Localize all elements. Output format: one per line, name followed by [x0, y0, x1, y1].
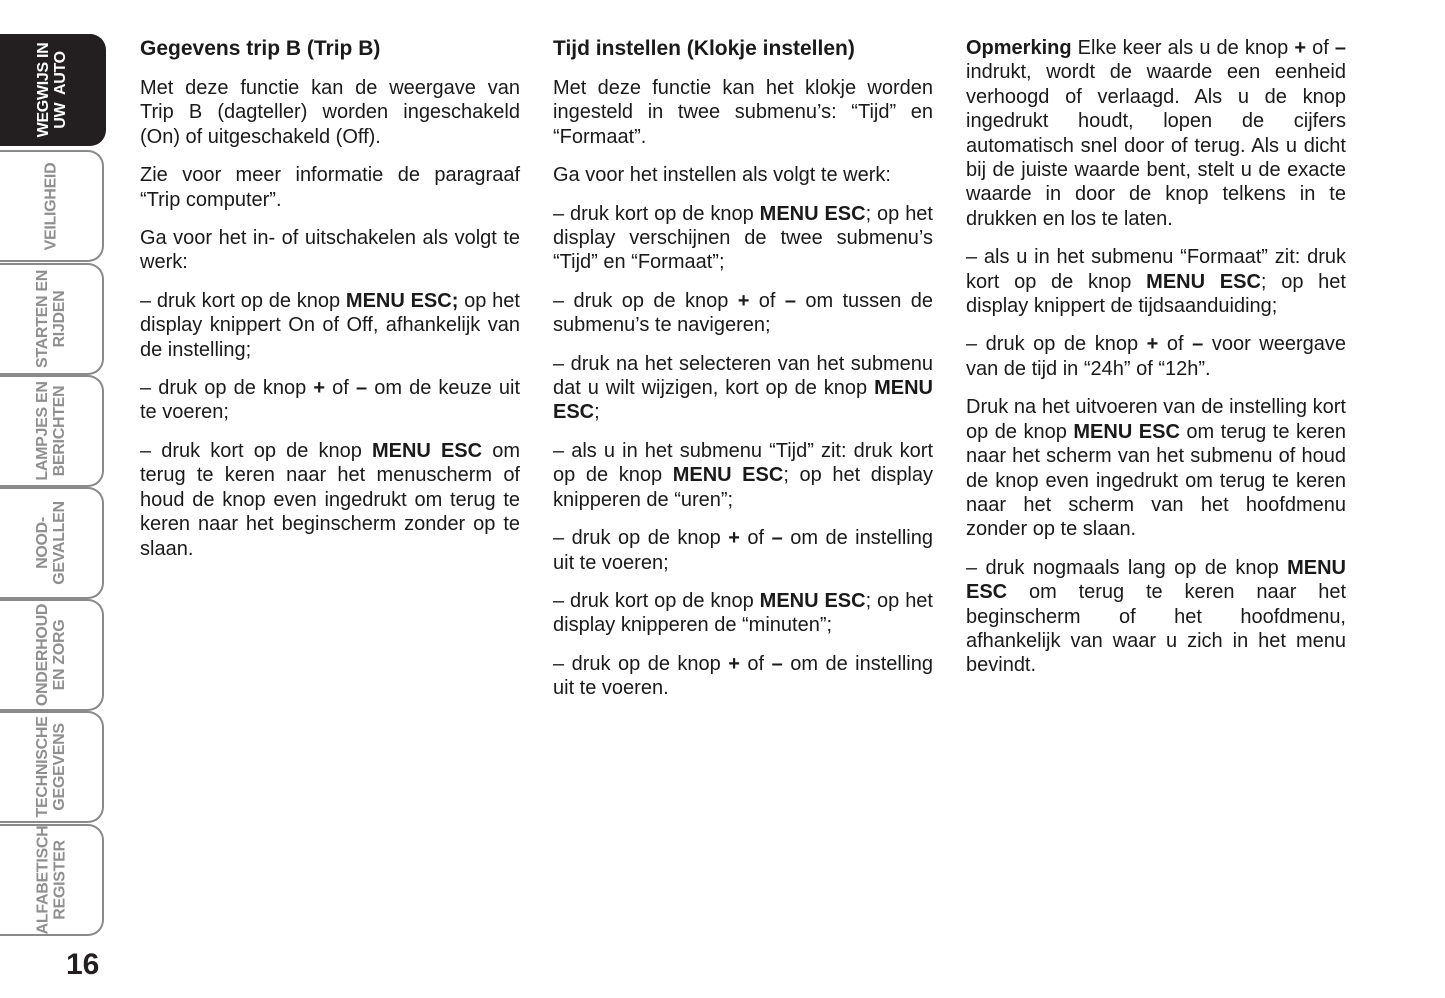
button-name-menu-esc: MENU ESC [371, 439, 483, 462]
button-name-menu-esc: MENU ESC [553, 377, 933, 424]
text: – als u in het submenu “Formaat” zit: druk kort op de knop [966, 246, 1346, 293]
text: ; op het display knipperen de “minuten”; [553, 589, 933, 637]
column-opmerking [966, 36, 1346, 692]
tab-label: NOOD- GEVALLEN [34, 501, 68, 585]
minus-symbol: – [771, 652, 783, 675]
button-name-menu-esc: MENU ESC [759, 202, 866, 225]
button-name-menu-esc: MENU ESC [759, 589, 866, 612]
button-name-menu-esc: MENU ESC [1146, 270, 1261, 293]
text: om tussen de submenu’s te navigeren; [553, 289, 934, 337]
paragraph: Ga voor het in- of uitschakelen als volgt te werk: [140, 227, 520, 274]
text: om terug te keren naar het beginscherm of het hoofdmenu, afhankelijk van waar u zich in het menu bevindt. [966, 581, 1346, 677]
tab-noodgevallen[interactable] [0, 487, 104, 599]
tab-label: LAMPJES EN BERICHTEN [34, 381, 68, 481]
instruction-step [553, 652, 933, 701]
minus-symbol: – [784, 289, 796, 312]
column-tijd-instellen [553, 36, 933, 715]
button-name-menu-esc: MENU ESC; [345, 289, 459, 312]
text: ; op het display knipperen de “uren”; [553, 464, 933, 511]
minus-symbol: – [1334, 37, 1346, 59]
text: ; op het display knippert de tijdsaanduiding; [966, 270, 1346, 318]
text: – druk nogmaals lang op de knop [966, 556, 1288, 579]
text: – druk op de knop [553, 652, 729, 675]
text: ; op het display verschijnen de twee submenu’s “Tijd” en “Formaat”; [553, 202, 933, 274]
minus-symbol: – [355, 377, 368, 400]
heading-trip-b: Gegevens trip B (Trip B) [140, 37, 381, 60]
instruction-step [966, 332, 1346, 381]
plus-symbol: + [1294, 37, 1307, 59]
text: of [749, 289, 785, 312]
plus-symbol: + [728, 652, 740, 675]
instruction-step [140, 289, 520, 362]
instruction-step [966, 556, 1346, 678]
text: ; [594, 401, 600, 424]
instruction-step [553, 202, 933, 275]
paragraph: Ga voor het instellen als volgt te werk: [553, 164, 891, 187]
instruction-step [140, 376, 520, 425]
text: – druk kort op de knop [553, 202, 760, 225]
plus-symbol: + [313, 377, 326, 400]
tab-alfabetisch-register[interactable] [0, 824, 104, 936]
tab-wegwijs-in-uw-auto[interactable] [0, 34, 106, 146]
text: – druk na het selecteren van het submenu dat u wilt wijzigen, kort op de knop [553, 352, 933, 400]
note-label: Opmerking [966, 37, 1072, 59]
tab-starten-en-rijden[interactable] [0, 263, 104, 375]
tab-label: STARTEN EN RIJDEN [34, 269, 68, 369]
text: om de instelling uit te voeren. [553, 652, 933, 700]
text: of [1306, 37, 1335, 59]
heading-tijd-instellen: Tijd instellen (Klokje instellen) [553, 37, 855, 60]
tab-label: ALFABETISCH REGISTER [34, 825, 69, 935]
button-name-menu-esc: MENU ESC [966, 556, 1346, 604]
instruction-step [553, 526, 933, 575]
instruction-step [553, 352, 933, 425]
text: – druk kort op de knop [140, 439, 372, 462]
tab-label: ONDERHOUD EN ZORG [34, 603, 69, 707]
text: om terug te keren naar het menuscherm of houd de knop even ingedrukt om terug te keren naar het beginscherm zonder op te slaan. [140, 439, 520, 560]
text: – druk kort op de knop [140, 289, 346, 312]
plus-symbol: + [1146, 333, 1159, 356]
text: – druk op de knop [553, 527, 729, 550]
column-trip-b [140, 36, 520, 575]
paragraph: Met deze functie kan de weergave van Trip B (dagteller) worden ingeschakeld (On) of uitgeschakeld (Off). [140, 77, 520, 148]
button-name-menu-esc: MENU ESC [1073, 420, 1180, 443]
text: voor weergave van de tijd in “24h” of “12h”. [966, 333, 1346, 380]
text: om terug te keren naar het scherm van het submenu of houd de knop even ingedrukt om terug te keren naar het scherm van het hoofdmenu zonder op te slaan. [966, 420, 1346, 541]
tab-label: WEGWIJS IN UW AUTO [35, 42, 69, 138]
text: Elke keer als u de knop [1071, 37, 1295, 59]
note-paragraph [966, 36, 1346, 231]
instruction-step [140, 439, 520, 561]
plus-symbol: + [737, 289, 750, 312]
minus-symbol: – [771, 527, 783, 550]
plus-symbol: + [728, 527, 740, 550]
text: of [325, 377, 356, 400]
text: of [739, 652, 772, 675]
text: – druk kort op de knop [553, 589, 760, 612]
text: – druk op de knop [140, 377, 314, 400]
text: om de keuze uit te voeren; [140, 377, 521, 424]
tab-label: VEILIGHEID [42, 162, 60, 250]
text: om de instelling uit te voeren; [553, 527, 933, 574]
text: Druk na het uitvoeren van de instelling kort op de knop [966, 396, 1346, 443]
text: – druk op de knop [553, 289, 738, 312]
text: – als u in het submenu “Tijd” zit: druk kort op de knop [553, 439, 933, 487]
instruction-step [966, 245, 1346, 318]
minus-symbol: – [1192, 333, 1204, 356]
tab-veiligheid[interactable] [0, 150, 104, 262]
tab-lampjes-en-berichten[interactable] [0, 375, 104, 487]
page-number: 16 [66, 948, 100, 981]
button-name-menu-esc: MENU ESC [672, 464, 784, 487]
paragraph: Zie voor meer informatie de paragraaf “Trip computer”. [140, 164, 520, 211]
instruction-step [553, 289, 933, 338]
text: – druk op de knop [966, 333, 1147, 356]
text: of [1158, 333, 1193, 356]
paragraph: Met deze functie kan het klokje worden ingesteld in twee submenu’s: “Tijd” en “Formaat”. [553, 77, 933, 148]
text: indrukt, wordt de waarde een eenheid verhoogd of verlaagd. Als u de knop ingedrukt houdt, lopen de cijfers automatisch snel door of terug. Als u dicht bij de juiste waarde bent, stelt u de exacte waarde in door de knop telkens in te drukken en los te laten. [966, 61, 1346, 230]
text: of [739, 527, 772, 550]
instruction-step [553, 589, 933, 638]
tab-technische-gegevens[interactable] [0, 711, 104, 823]
instruction-step [966, 395, 1346, 541]
tab-onderhoud-en-zorg[interactable] [0, 599, 104, 711]
text: op het display knippert On of Off, afhankelijk van de instelling; [140, 289, 520, 361]
tab-label: TECHNISCHE GEGEVENS [34, 716, 68, 818]
instruction-step [553, 439, 933, 512]
